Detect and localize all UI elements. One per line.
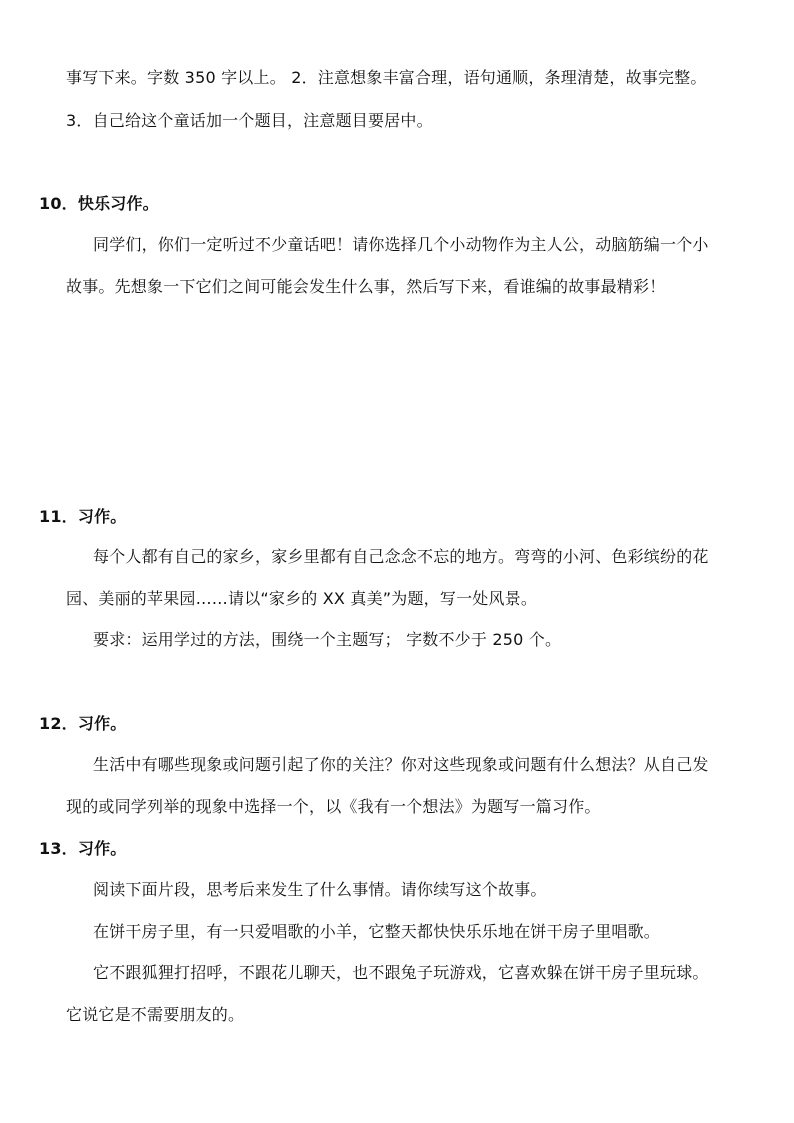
question-12-heading: 12．习作。	[39, 714, 127, 733]
question-10-paragraph-line-2: 故事。先想象一下它们之间可能会发生什么事，然后写下来，看谁编的故事最精彩！	[66, 277, 666, 296]
question-12-paragraph-line-2: 现的或同学列举的现象中选择一个，以《我有一个想法》为题写一篇习作。	[66, 797, 601, 816]
question-10-heading: 10．快乐习作。	[39, 194, 159, 213]
question-13-heading: 13．习作。	[39, 839, 127, 858]
question-11-paragraph-line-2: 园、美丽的苹果园……请以“家乡的 XX 真美”为题，写一处风景。	[66, 589, 538, 608]
question-13-passage-line-2: 它不跟狐狸打招呼，不跟花儿聊天，也不跟兔子玩游戏，它喜欢躲在饼干房子里玩球。	[93, 963, 709, 982]
question-11-heading: 11．习作。	[39, 507, 127, 526]
question-11-requirements: 要求：运用学过的方法，围绕一个主题写； 字数不少于 250 个。	[93, 630, 562, 649]
requirement-line-1: 事写下来。字数 350 字以上。 2．注意想象丰富合理，语句通顺，条理清楚，故事完整。	[66, 68, 707, 87]
question-12-paragraph-line-1: 生活中有哪些现象或问题引起了你的关注？你对这些现象或问题有什么想法？从自己发	[93, 755, 709, 774]
question-11-paragraph-line-1: 每个人都有自己的家乡，家乡里都有自己念念不忘的地方。弯弯的小河、色彩缤纷的花	[93, 547, 709, 566]
question-10-paragraph-line-1: 同学们，你们一定听过不少童话吧！请你选择几个小动物作为主人公，动脑筋编一个小	[93, 235, 709, 254]
question-13-instruction: 阅读下面片段，思考后来发生了什么事情。请你续写这个故事。	[93, 880, 547, 899]
requirement-line-2: 3．自己给这个童话加一个题目，注意题目要居中。	[66, 111, 433, 130]
question-13-passage-line-3: 它说它是不需要朋友的。	[66, 1005, 245, 1024]
question-13-passage-line-1: 在饼干房子里，有一只爱唱歌的小羊，它整天都快快乐乐地在饼干房子里唱歌。	[93, 922, 661, 941]
